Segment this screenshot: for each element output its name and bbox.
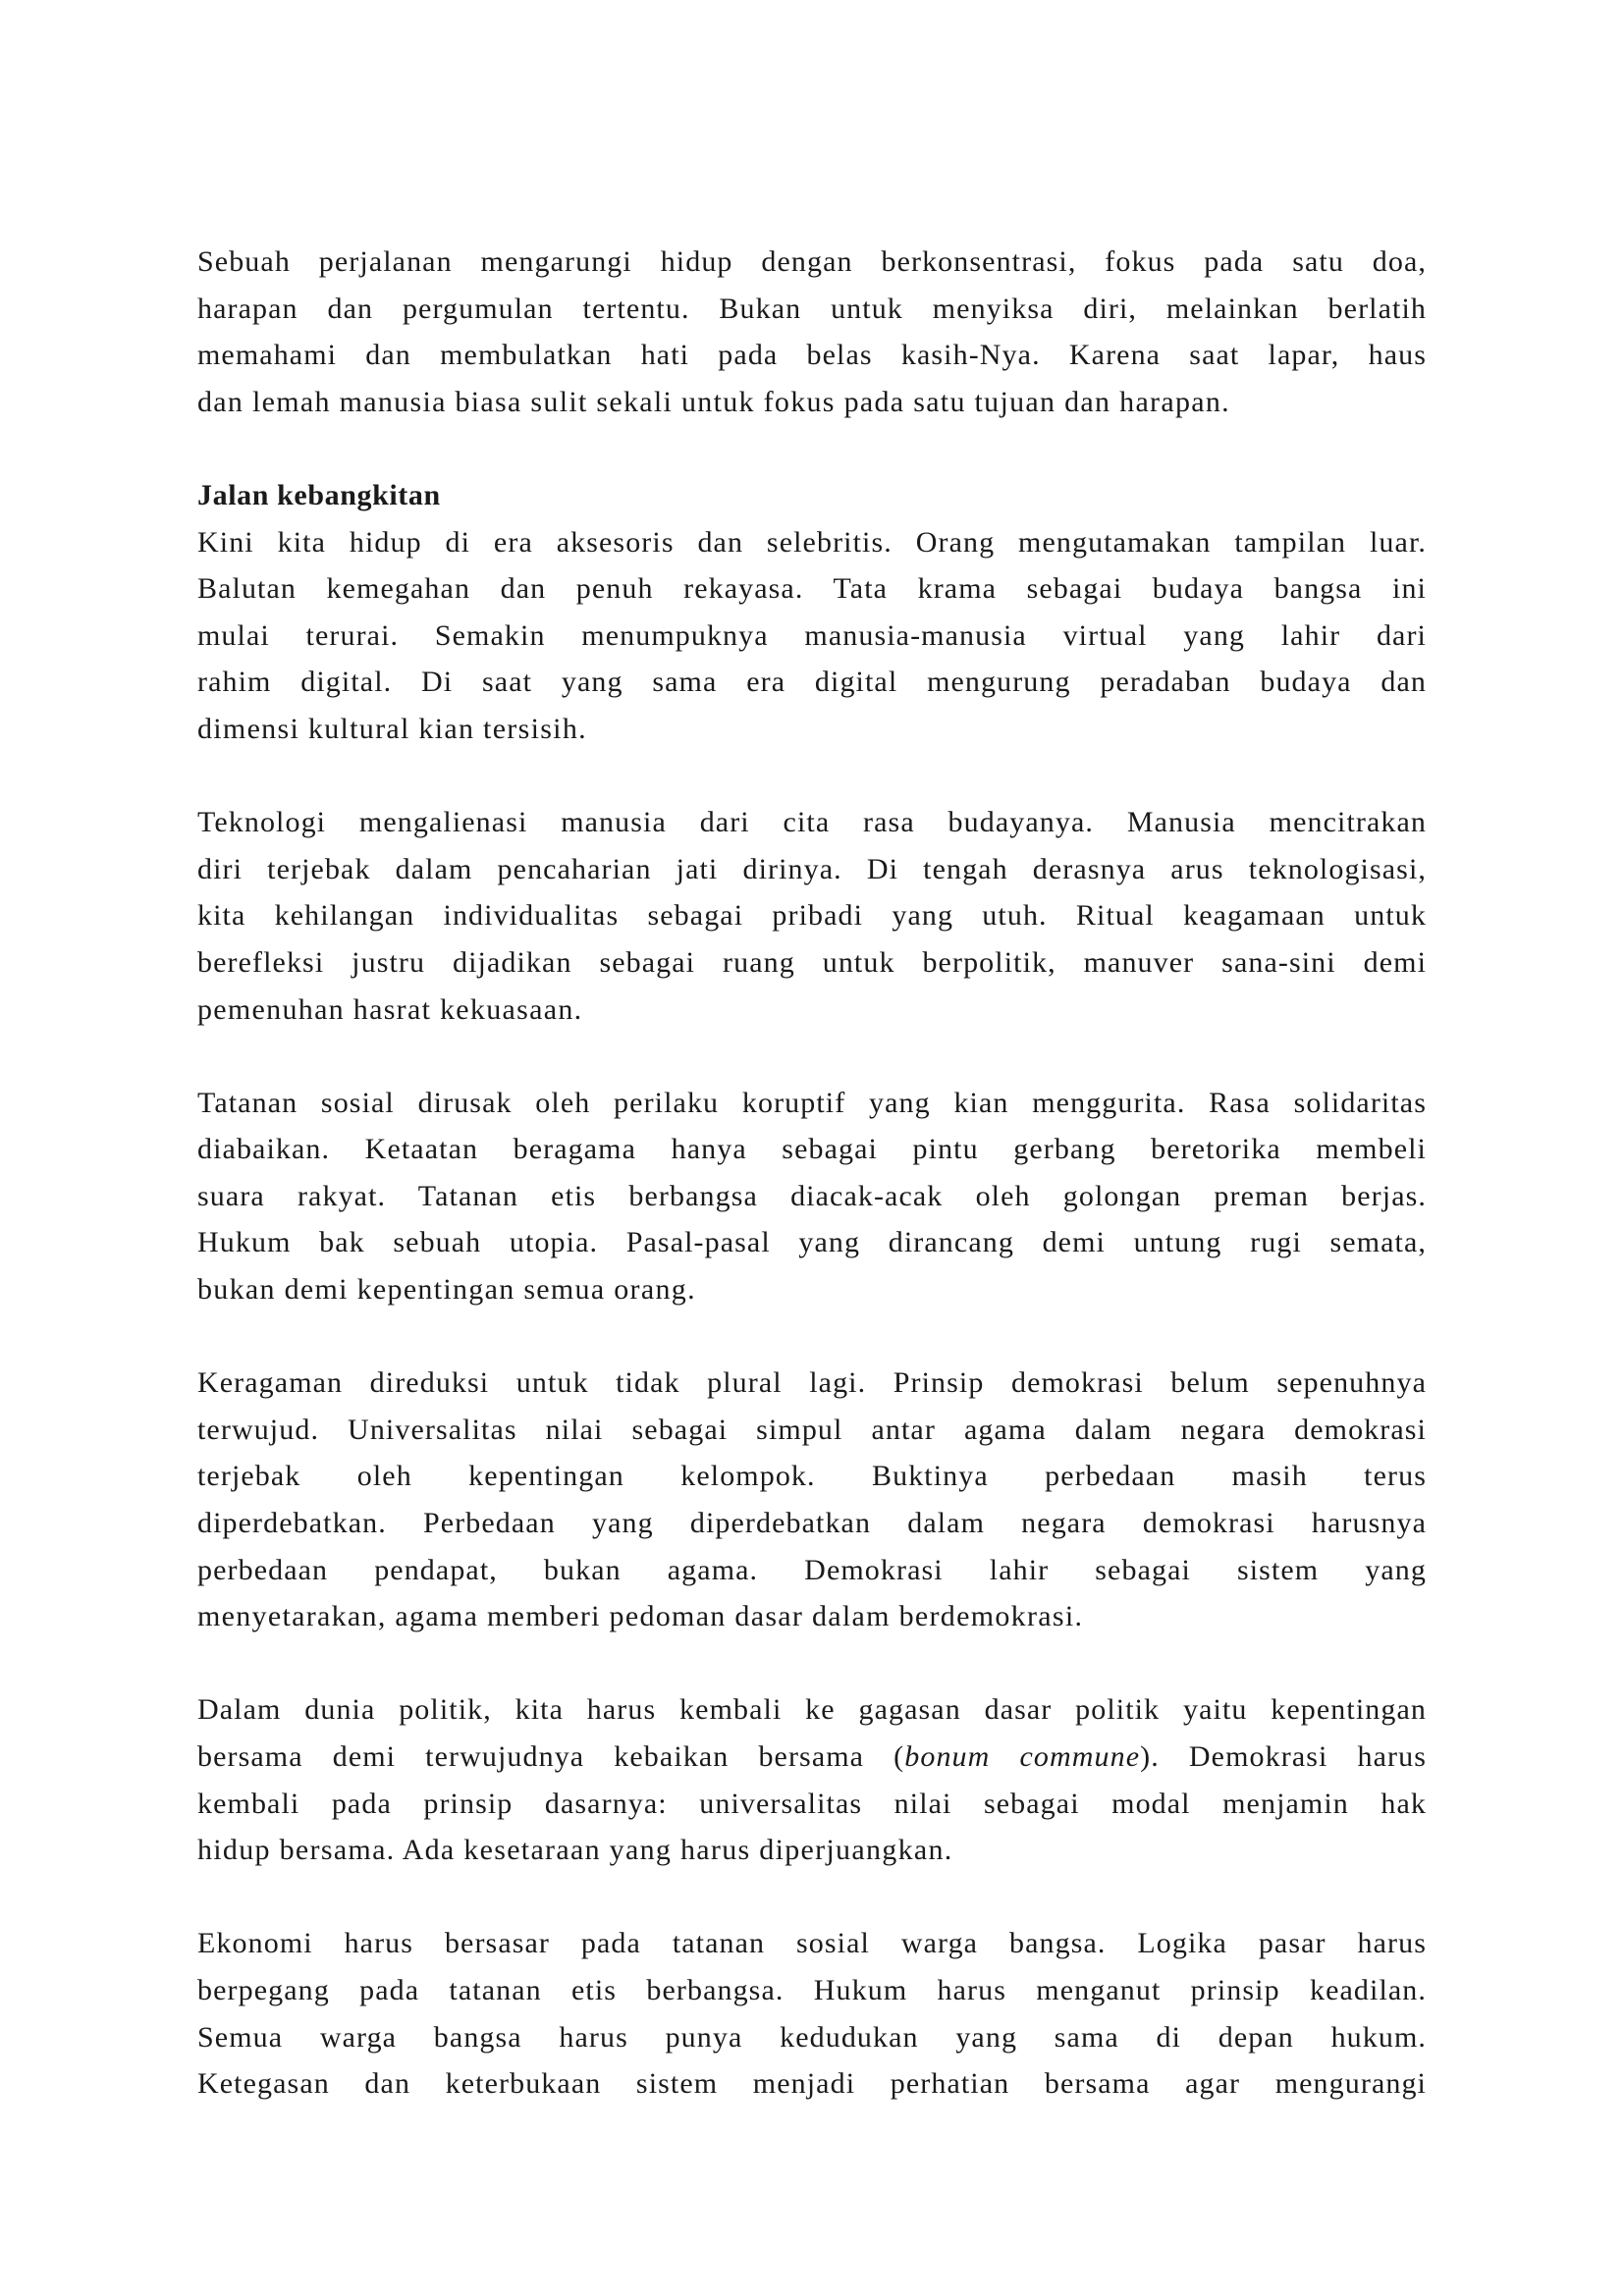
paragraph-tatanan-sosial xyxy=(197,1080,1427,1313)
text-line: dan lemah manusia biasa sulit sekali untuk fokus pada satu tujuan dan harapan. xyxy=(197,385,1230,418)
text-line: diabaikan. Ketaatan beragama hanya sebagai pintu gerbang beretorika membeli xyxy=(197,1133,1427,1166)
text-line: dimensi kultural kian tersisih. xyxy=(197,712,587,745)
text-line: rahim digital. Di saat yang sama era digital mengurung peradaban budaya dan xyxy=(197,666,1427,699)
text-line: berefleksi justru dijadikan sebagai ruang untuk berpolitik, manuver sana-sini demi xyxy=(197,945,1427,979)
text-segment: ). Demokrasi harus xyxy=(1140,1740,1427,1773)
text-line: diri terjebak dalam pencaharian jati dirinya. Di tengah derasnya arus teknologisasi, xyxy=(197,852,1427,885)
text-line: berpegang pada tatanan etis berbangsa. Hukum harus menganut prinsip keadilan. xyxy=(197,1973,1427,2006)
text-line: Sebuah perjalanan mengarungi hidup dengan berkonsentrasi, fokus pada satu doa, xyxy=(197,245,1427,278)
text-line-with-italic xyxy=(197,1734,1427,1781)
text-line: harapan dan pergumulan tertentu. Bukan untuk menyiksa diri, melainkan berlatih xyxy=(197,292,1427,325)
section-heading: Jalan kebangkitan xyxy=(197,478,441,511)
document-page xyxy=(197,239,1427,2108)
text-line: memahami dan membulatkan hati pada belas kasih-Nya. Karena saat lapar, haus xyxy=(197,339,1427,372)
text-line: Teknologi mengalienasi manusia dari cita rasa budayanya. Manusia mencitrakan xyxy=(197,806,1427,839)
paragraph-teknologi xyxy=(197,799,1427,1033)
paragraph-politik xyxy=(197,1686,1427,1873)
text-line: kembali pada prinsip dasarnya: universalitas nilai sebagai modal menjamin hak xyxy=(197,1787,1427,1820)
text-line: Semua warga bangsa harus punya kedudukan yang sama di depan hukum. xyxy=(197,2020,1427,2054)
text-line: menyetarakan, agama memberi pedoman dasar dalam berdemokrasi. xyxy=(197,1600,1084,1633)
paragraph-keragaman xyxy=(197,1360,1427,1640)
text-line: Kini kita hidup di era aksesoris dan selebritis. Orang mengutamakan tampilan luar. xyxy=(197,525,1427,559)
text-line: bukan demi kepentingan semua orang. xyxy=(197,1273,696,1307)
text-line: pemenuhan hasrat kekuasaan. xyxy=(197,992,583,1026)
paragraph-ekonomi xyxy=(197,1920,1427,2107)
section-jalan-kebangkitan xyxy=(197,472,1427,753)
text-line: terjebak oleh kepentingan kelompok. Buktinya perbedaan masih terus xyxy=(197,1460,1427,1493)
text-line: Hukum bak sebuah utopia. Pasal-pasal yang dirancang demi untung rugi semata, xyxy=(197,1226,1427,1259)
text-segment: bersama demi terwujudnya kebaikan bersama ( xyxy=(197,1740,905,1773)
italic-term-bonum-commune: bonum commune xyxy=(904,1740,1141,1773)
text-line: hidup bersama. Ada kesetaraan yang harus diperjuangkan. xyxy=(197,1834,953,1867)
text-line: Tatanan sosial dirusak oleh perilaku koruptif yang kian menggurita. Rasa solidaritas xyxy=(197,1086,1427,1119)
text-line: mulai terurai. Semakin menumpuknya manusia-manusia virtual yang lahir dari xyxy=(197,618,1427,652)
text-line: terwujud. Universalitas nilai sebagai simpul antar agama dalam negara demokrasi xyxy=(197,1413,1427,1446)
text-line: diperdebatkan. Perbedaan yang diperdebatkan dalam negara demokrasi harusnya xyxy=(197,1507,1427,1540)
text-line: perbedaan pendapat, bukan agama. Demokrasi lahir sebagai sistem yang xyxy=(197,1553,1427,1586)
text-line: Ketegasan dan keterbukaan sistem menjadi perhatian bersama agar mengurangi xyxy=(197,2067,1427,2101)
text-line: Dalam dunia politik, kita harus kembali ke gagasan dasar politik yaitu kepentingan xyxy=(197,1693,1427,1727)
text-line: kita kehilangan individualitas sebagai pribadi yang utuh. Ritual keagamaan untuk xyxy=(197,899,1427,933)
text-line: suara rakyat. Tatanan etis berbangsa diacak-acak oleh golongan preman berjas. xyxy=(197,1179,1427,1212)
text-line: Balutan kemegahan dan penuh rekayasa. Tata krama sebagai budaya bangsa ini xyxy=(197,572,1427,606)
paragraph-intro xyxy=(197,239,1427,425)
text-line: Keragaman direduksi untuk tidak plural lagi. Prinsip demokrasi belum sepenuhnya xyxy=(197,1366,1427,1400)
text-line: Ekonomi harus bersasar pada tatanan sosial warga bangsa. Logika pasar harus xyxy=(197,1927,1427,1960)
